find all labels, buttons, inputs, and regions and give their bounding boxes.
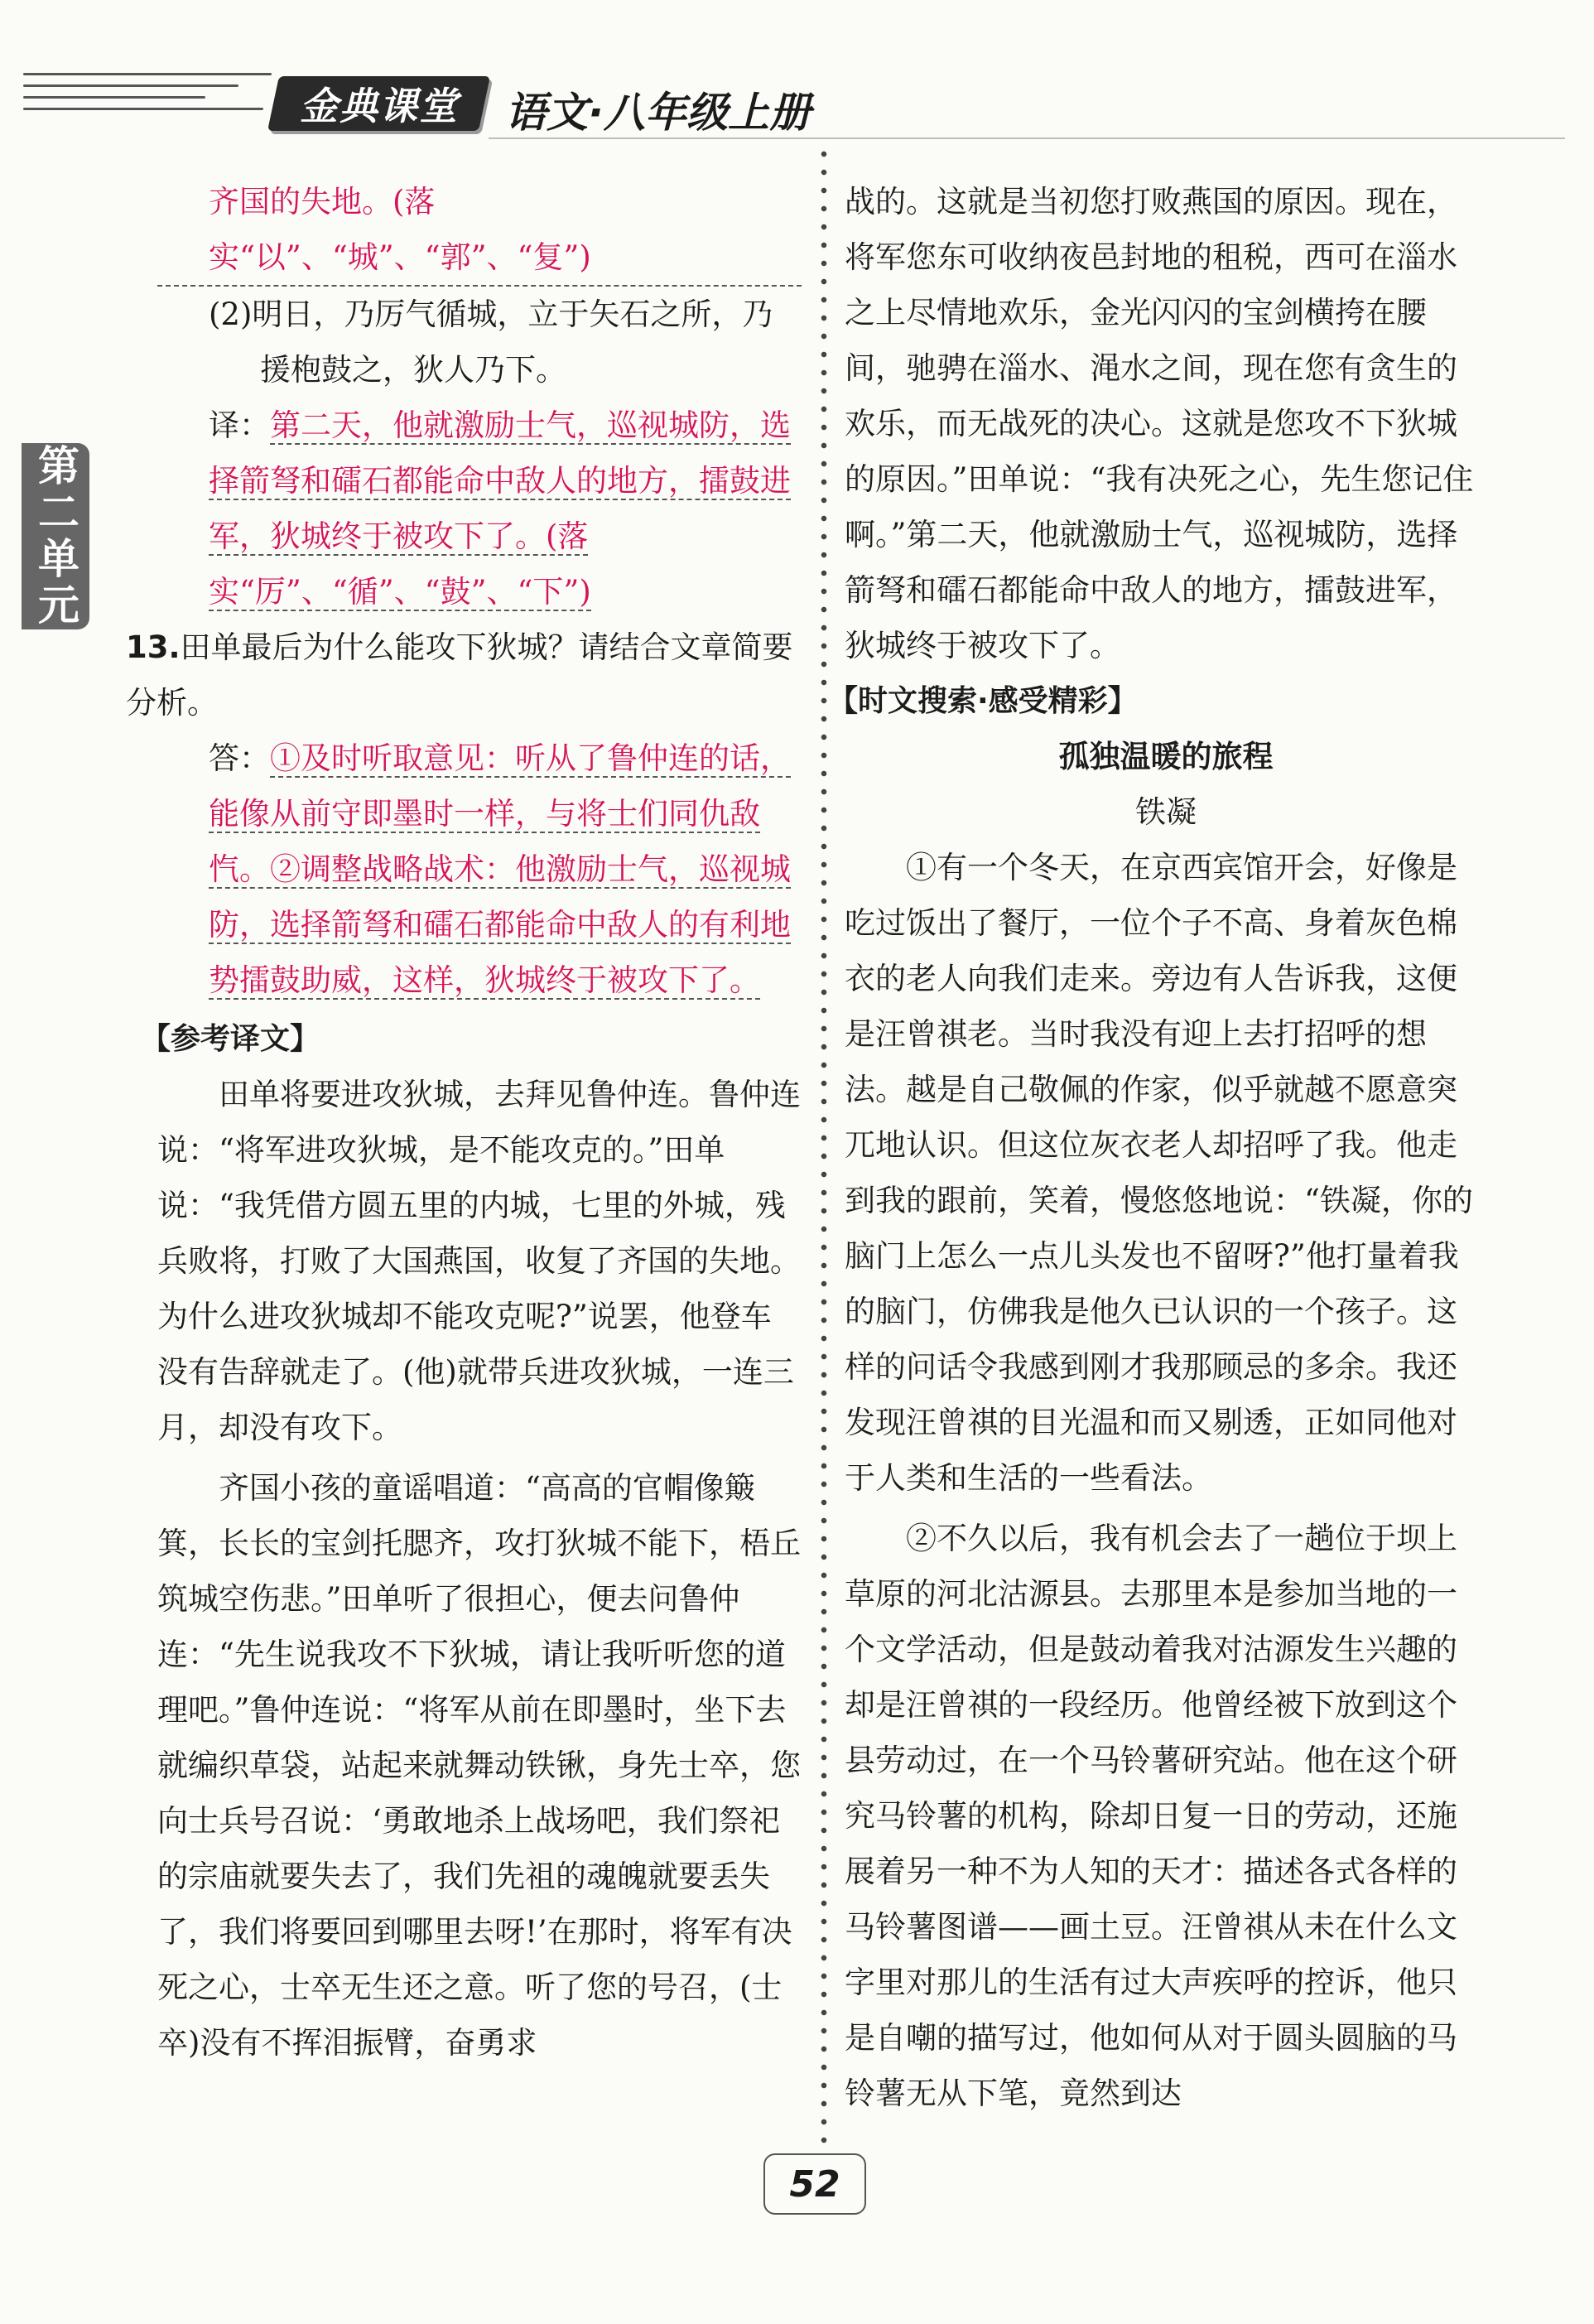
unit-side-tab: 第二单元 [22, 443, 89, 629]
left-column [126, 174, 802, 2071]
header-rule [489, 137, 1565, 139]
answer-continuation: 齐国的失地。(落实“以”、“城”、“郭”、“复”) [157, 174, 802, 287]
reference-translation-heading: 【参考译文】 [141, 1022, 320, 1056]
right-column [828, 174, 1487, 2121]
column-divider [820, 149, 828, 2153]
question-13-number: 13. [126, 629, 181, 665]
brand-badge [267, 76, 490, 131]
answer-label: 答： [209, 740, 270, 776]
translation-paragraph-2: 齐国小孩的童谣唱道：“高高的官帽像簸箕，长长的宝剑托腮齐，攻打狄城不能下，梧丘筑城空伤悲。”田单听了很担心，便去问鲁仲连：“先生说我攻不下狄城，请让我听听您的道理吧。”鲁仲连说：“将军从前在即墨时，坐下去就编织草袋，站起来就舞动铁锹，身先士卒，您向士兵号召说：‘勇敢地杀上战场吧，我们祭祀的宗庙就要失去了，我们先祖的魂魄就要丢失了，我们将要回到哪里去呀!’在那时，将军有决死之心，士卒无生还之意。听了您的号召，(士卒)没有不挥泪振臂，奋勇求 [157, 1470, 801, 2061]
question-13-answer: ①及时听取意见：听从了鲁仲连的话，能像从前守即墨时一样，与将士们同仇敌忾。②调整战略战术：他激励士气，巡视城防，选择箭弩和礌石都能命中敌人的有利地势擂鼓助威，这样，狄城终于被攻下了。 [209, 740, 791, 998]
header-decoration [23, 65, 280, 123]
page-number: 52 [763, 2153, 866, 2215]
article-title: 孤独温暖的旅程 [1058, 739, 1274, 774]
brand-text: 金典课堂 [299, 84, 459, 128]
translation-paragraph-1: 田单将要进攻狄城，去拜见鲁仲连。鲁仲连说：“将军进攻狄城，是不能攻克的。”田单说：“我凭借方圆五里的内城，七里的外城，残兵败将，打败了大国燕国，收复了齐国的失地。为什么进攻狄城却不能攻克呢?”说罢，他登车没有告辞就走了。(他)就带兵进攻狄城，一连三月，却没有攻下。 [157, 1077, 801, 1445]
translation-continuation: 战的。这就是当初您打败燕国的原因。现在，将军您东可收纳夜邑封地的租税，西可在淄水之上尽情地欢乐，金光闪闪的宝剑横挎在腰间，驰骋在淄水、渑水之间，现在您有贪生的欢乐，而无战死的决心。这就是您攻不下狄城的原因。”田单说：“我有决死之心，先生您记住啊。”第二天，他就激励士气，巡视城防，选择箭弩和礌石都能命中敌人的地方，擂鼓进军，狄城终于被攻下了。 [845, 184, 1474, 663]
translation-label: 译： [209, 407, 270, 443]
subject-title: 语文·八年级上册 [505, 89, 811, 137]
article-paragraph-1: ①有一个冬天，在京西宾馆开会，好像是吃过饭出了餐厅，一位个子不高、身着灰色棉衣的老人向我们走来。旁边有人告诉我，这便是汪曾祺老。当时我没有迎上去打招呼的想法。越是自己敬佩的作家，似乎就越不愿意突兀地认识。但这位灰衣老人却招呼了我。他走到我的跟前，笑着，慢悠悠地说：“铁凝，你的脑门上怎么一点儿头发也不留呀?”他打量着我的脑门，仿佛我是他久已认识的一个孩子。这样的问话令我感到刚才我那顾忌的多余。我还发现汪曾祺的目光温和而又剔透，正如同他对于人类和生活的一些看法。 [845, 850, 1473, 1496]
question-2-text: (2)明日，乃厉气循城，立于矢石之所，乃援枹鼓之，狄人乃下。 [209, 297, 773, 388]
article-paragraph-2: ②不久以后，我有机会去了一趟位于坝上草原的河北沽源县。去那里本是参加当地的一个文学活动，但是鼓动着我对沽源发生兴趣的却是汪曾祺的一段经历。他曾经被下放到这个县劳动过，在一个马铃薯研究站。他在这个研究马铃薯的机构，除却日复一日的劳动，还施展着另一种不为人知的天才：描述各式各样的马铃薯图谱——画土豆。汪曾祺从未在什么文字里对那儿的生活有过大声疾呼的控诉，他只是自嘲的描写过，他如何从对于圆头圆脑的马铃薯无从下笔，竟然到达 [845, 1521, 1457, 2111]
question-2-answer: 第二天，他就激励士气，巡视城防，选择箭弩和礌石都能命中敌人的地方，擂鼓进军，狄城终于被攻下了。(落实“厉”、“循”、“鼓”、“下”) [209, 407, 791, 610]
question-13-text: 田单最后为什么能攻下狄城？请结合文章简要分析。 [126, 629, 793, 721]
reading-section-heading: 【时文搜索·感受精彩】 [828, 684, 1138, 718]
article-author: 铁凝 [1135, 794, 1197, 830]
